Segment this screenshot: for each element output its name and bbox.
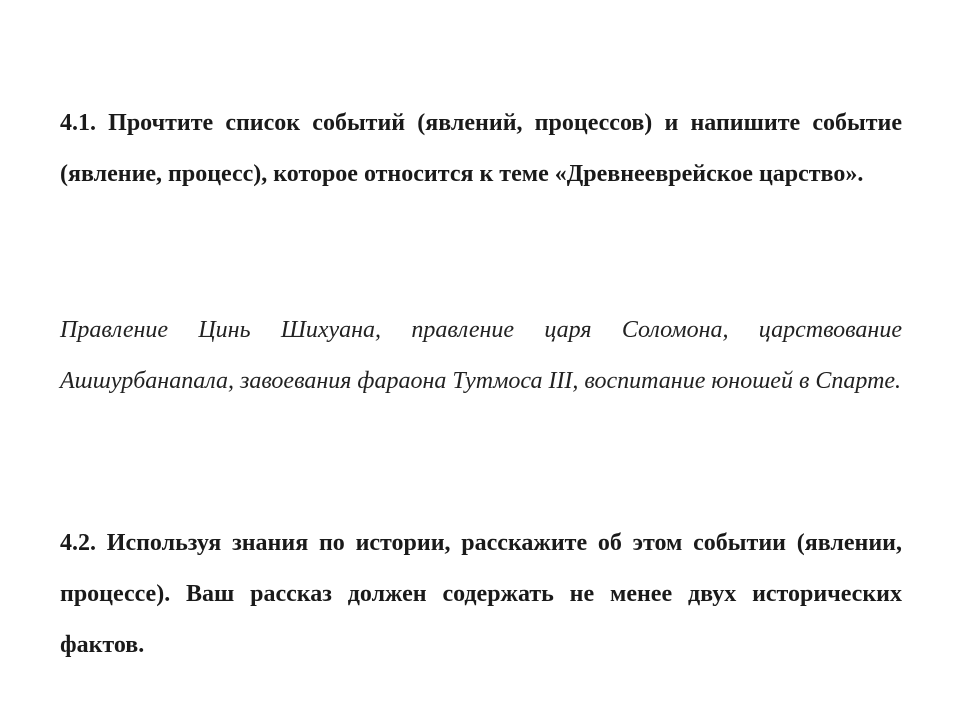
task-4-1-instruction: 4.1. Прочтите список событий (явлений, процессов) и напишите событие (явление, процесс), которое относится к теме «Древнееврейское царство». [60, 110, 902, 187]
events-list: Правление Цинь Шихуана, правление царя Соломона, царствование Ашшурбанапала, завоевания фараона Тутмоса III, воспитание юношей в Спарте. [60, 317, 902, 394]
task-4-2-instruction: 4.2. Используя знания по истории, расскажите об этом событии (явлении, процессе). Ваш рассказ должен содержать не менее двух исторических фактов. [60, 530, 902, 658]
